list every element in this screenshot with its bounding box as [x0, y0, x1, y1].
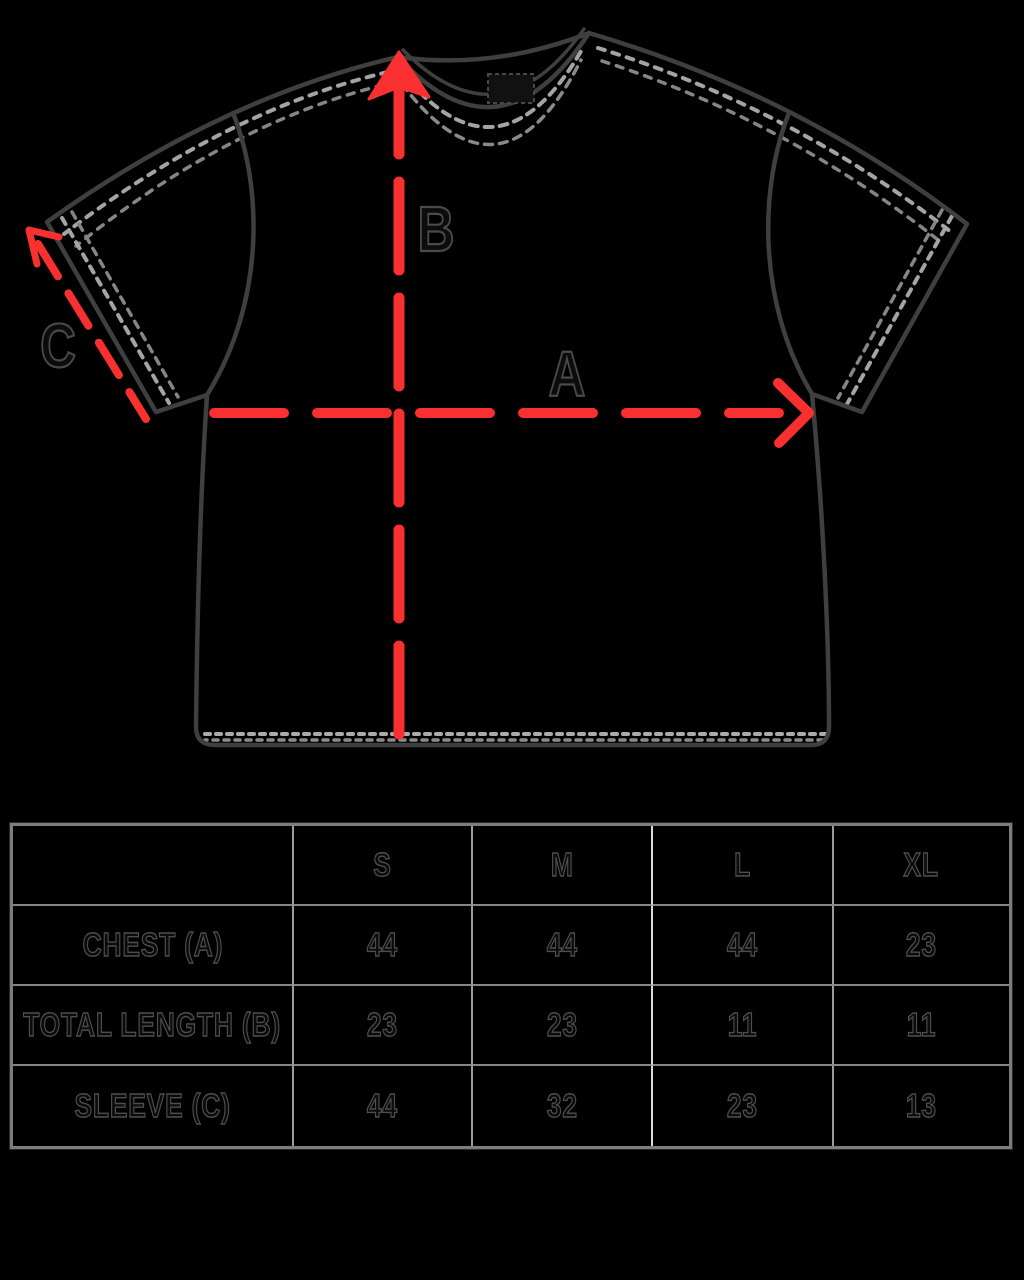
size-chart-table — [10, 823, 1012, 1149]
cell-length-xl: 11 — [834, 986, 1009, 1066]
cell-length-l: 11 — [653, 986, 834, 1066]
stitch-shoulder-right-1 — [598, 48, 951, 232]
cell-chest-s: 44 — [294, 906, 473, 986]
header-cell-xl: XL — [834, 826, 1009, 906]
measure-label-c: C — [40, 310, 76, 381]
stitch-shoulder-right-2 — [602, 61, 942, 243]
cell-sleeve-xl: 13 — [906, 1087, 937, 1124]
armhole-seam-right — [768, 113, 812, 394]
cell-chest-m: 44 — [473, 906, 653, 986]
cell-sleeve-m: 32 — [473, 1066, 653, 1146]
tshirt-body-outline — [47, 33, 967, 745]
header-cell-m: M — [473, 826, 653, 906]
row-label-sleeve: SLEEVE (C) — [13, 1066, 294, 1146]
row-label-total-length: TOTAL LENGTH (B) — [13, 986, 294, 1066]
cell-length-s: 23 — [294, 986, 473, 1066]
stitch-shoulder-left-2 — [76, 85, 383, 246]
header-cell-l: L — [653, 826, 834, 906]
header-cell-s: S — [294, 826, 473, 906]
armhole-seam-left — [207, 113, 254, 395]
measure-label-a: A — [548, 339, 586, 411]
neck-label — [488, 74, 534, 103]
cell-sleeve-l: 23 — [653, 1066, 834, 1146]
stitch-cuff-left-2 — [72, 212, 178, 397]
measure-label-b: B — [417, 194, 455, 266]
cell-chest-l: 44 — [653, 906, 834, 986]
tshirt-outline — [47, 29, 967, 745]
cell-sleeve-s: 44 — [294, 1066, 473, 1146]
header-cell-empty — [13, 826, 294, 906]
stitch-cuff-right-1 — [847, 216, 952, 404]
cell-chest-xl: 23 — [834, 906, 1009, 986]
stitch-cuff-right-2 — [838, 210, 942, 398]
row-label-chest: CHEST (A) — [13, 906, 294, 986]
cell-length-m: 23 — [473, 986, 653, 1066]
